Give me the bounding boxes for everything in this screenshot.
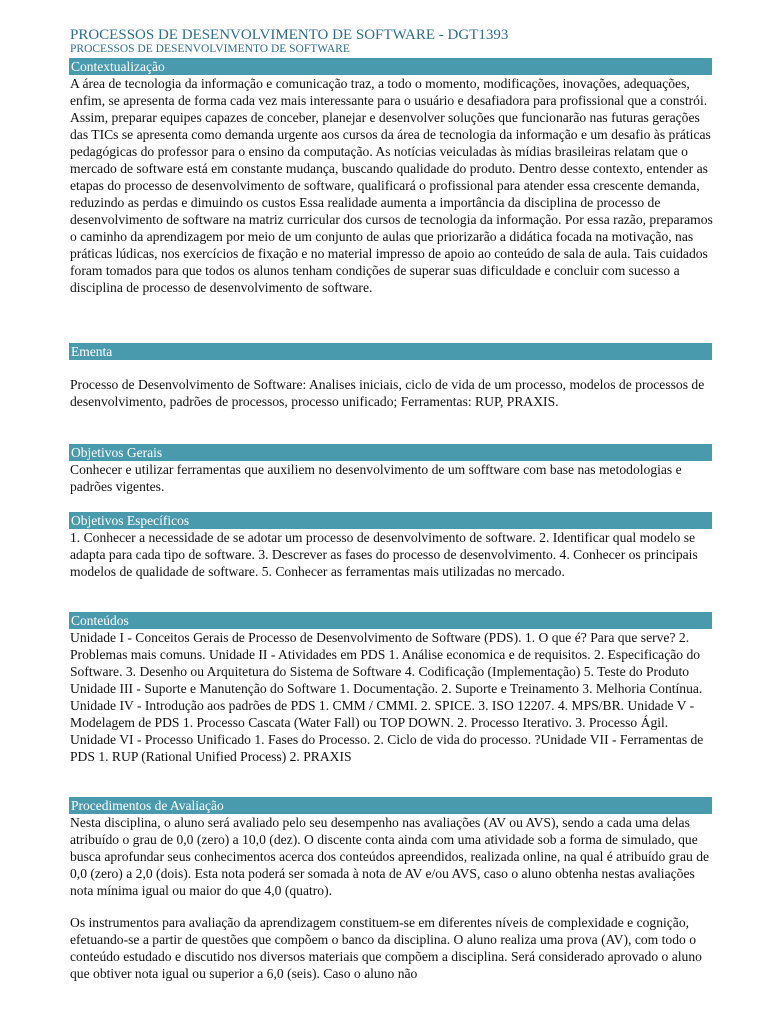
section-heading-conteudos: Conteúdos: [69, 612, 712, 629]
section-body-conteudos: Unidade I - Conceitos Gerais de Processo de Desenvolvimento de Software (PDS). 1. O que é? Para que serve? 2. Problemas mais comuns. Unidade II - Atividades em PDS 1. Análise economica e de requisitos. 2. Especificação do Software. 3. Desenho ou Arquitetura do Sistema de Software 4. Codificação (Implementação) 5. Teste do Produto Unidade III - Suporte e Manutenção do Software 1. Documentação. 2. Suporte e Treinamento 3. Melhoria Contínua. Unidade IV - Introdução aos padrões de PDS 1. CMM / CMMI. 2. SPICE. 3. ISO 12207. 4. MPS/BR. Unidade V - Modelagem de PDS 1. Processo Cascata (Water Fall) ou TOP DOWN. 2. Processo Iterativo. 3. Processo Ágil. Unidade VI - Processo Unificado 1. Fases do Processo. 2. Ciclo de vida do processo. ?Unidade VII - Ferramentas de PDS 1. RUP (Rational Unified Process) 2. PRAXIS: [70, 630, 704, 764]
section-body-ementa: Processo de Desenvolvimento de Software: Analises iniciais, ciclo de vida de um processo, modelos de processos de desenvolvimento, padrões de processos, processo unificado; Ferramentas: RUP, PRAXIS.: [70, 377, 705, 409]
section-heading-ementa: Ementa: [69, 343, 712, 360]
section-heading-objetivos-especificos: Objetivos Específicos: [69, 512, 712, 529]
section-heading-procedimentos: Procedimentos de Avaliação: [69, 797, 712, 814]
section-heading-contextualizacao: Contextualização: [69, 58, 712, 75]
section-body-procedimentos-1: Nesta disciplina, o aluno será avaliado pelo seu desempenho nas avaliações (AV ou AVS), sendo a cada uma delas atribuído o grau de 0,0 (zero) a 10,0 (dez). O discente conta ainda com uma atividade sob a forma de simulado, que busca aprofundar seus conhecimentos acerca dos conteúdos apreendidos, realizada online, na qual é atribuído grau de 0,0 (zero) a 2,0 (dois). Esta nota poderá ser somada à nota de AV e/ou AVS, caso o aluno obtenha nestas avaliações nota mínima igual ou maior do que 4,0 (quatro).: [70, 815, 710, 898]
section-body-objetivos-especificos: 1. Conhecer a necessidade de se adotar um processo de desenvolvimento de software. 2. Identificar qual modelo se adapta para cada tipo de software. 3. Descrever as fases do processo de desenvolvimento. 4. Conhecer os principais modelos de qualidade de software. 5. Conhecer as ferramentas mais utilizadas no mercado.: [70, 530, 698, 579]
document-subtitle: PROCESSOS DE DESENVOLVIMENTO DE SOFTWARE: [70, 43, 350, 55]
section-body-objetivos-gerais: Conhecer e utilizar ferramentas que auxiliem no desenvolvimento de um sofftware com base nas metodologias e padrões vigentes.: [70, 462, 682, 494]
section-body-contextualizacao: A área de tecnologia da informação e comunicação traz, a todo o momento, modificações, inovações, adequações, enfim, se apresenta de forma cada vez mais interessante para o usuário e desafiadora para profissional que a constrói. Assim, preparar equipes capazes de conceber, planejar e desenvolver soluções que funcionarão nas futuras gerações das TICs se apresenta como demanda urgente aos cursos da área de tecnologia da informação e um desafio às práticas pedagógicas do professor para o ensino da computação. As notícias veiculadas às mídias brasileiras relatam que o mercado de software está em constante mudança, buscando qualidade do produto. Dentro desse contexto, entender as etapas do processo de desenvolvimento de software, qualificará o profissional para atender essa crescente demanda, reduzindo as perdas e dimuindo os custos Essa realidade aumenta a importância da disciplina de processo de desenvolvimento de software na matriz curricular dos cursos de tecnologia da informação. Por essa razão, preparamos o caminho da aprendizagem por meio de um conjunto de aulas que priorizarão a didática focada na motivação, nas práticas lúdicas, nos exercícios de fixação e no material impresso de apoio ao conteúdo de sala de aula. Tais cuidados foram tomados para que todos os alunos tenham condições de superar suas dificuldade e concluir com sucesso a disciplina de processo de desenvolvimento de software.: [70, 76, 713, 295]
document-title: PROCESSOS DE DESENVOLVIMENTO DE SOFTWARE - DGT1393: [70, 27, 509, 43]
section-heading-objetivos-gerais: Objetivos Gerais: [69, 444, 712, 461]
section-body-procedimentos-2: Os instrumentos para avaliação da aprendizagem constituem-se em diferentes níveis de complexidade e cognição, efetuando-se a partir de questões que compõem o banco da disciplina. O aluno realiza uma prova (AV), com todo o conteúdo estudado e discutido nos diversos materiais que compõem a disciplina. Será considerado aprovado o aluno que obtiver nota igual ou superior a 6,0 (seis). Caso o aluno não: [70, 915, 702, 981]
